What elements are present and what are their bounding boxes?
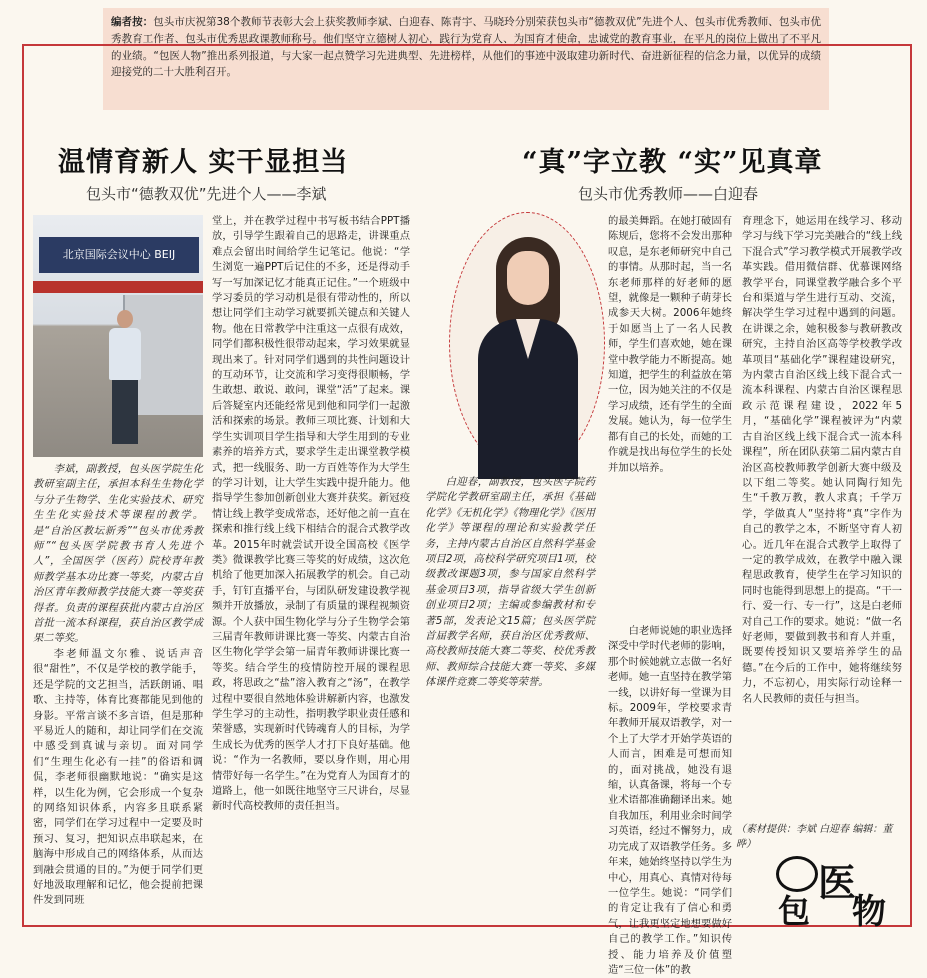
right-article-right-text: 育理念下，她运用在线学习、移动学习与线下学习完美融合的“线上线下混合式”学习教学模式开展教学改革实践。借用微信群、优慕课网络教学平台，同课堂教学融合多个平台和渠道与学生进行互动、交流，解决学生学习过程中遇到的问题。在讲课之余，她积极参与教研教改研究，主持自治区高等学校教学改革项目“基础化学”课程建设研究，为内蒙古自治区线上线下混合式一流本科课程、内蒙古自治区课程思政示范课程建设，2022年5月，“基础化学”课程被评为“内蒙古自治区线上线下混合式一流本科课程”，所在团队获第二届内蒙古自治区高校教师教学创新大赛中级及以下组二等奖。她认同陶行知先生“千教万教，教人求真；千学万学，学做真人”坚持将“真”字作为自己的教学之本，不断坚守育人初心。近几年在混合式教学上取得了一定的教学成效，在教学中融入课程思政教育，使学生在学习知识的同时也能得到思想上的提高。“干一行、爱一行、专一行”，这是白老师对自己工作的要求。她说：“做一名好老师，要做到教书和育人并重，既要传授知识又要培养学生的品德。”在今后的工作中，她将继续努力，不忘初心，用实际行动诠释一名人民教师的责任与担当。 bbox=[742, 215, 902, 705]
right-article-column-right bbox=[742, 214, 902, 818]
left-article-column-1-text: 李老师温文尔雅、说话声音很“甜性”，不仅是学校的教学能手，还是学院的文艺担当，活跃朗诵、唱歌、主持等，体育比赛都能见到他的身影。平常言谈不多言语，但是那种平易近人的随和，却让同学们在交流中感受到真诚与亲切。面对同学们“生理生化必有一挂”的俗语和调侃，李老师很幽默地说：“确实是这样，以生化为例，它会形成一个复杂的网络知识体系，内容多且联系紧密，同学们在学习过程中一定要及时预习、复习，把知识点串联起来，在脑海中形成自己的网络体系，从而达到融会贯通的目的。”为便于同学们更好地汲取理解和记忆，他会提前把课件发到同班 bbox=[33, 647, 203, 907]
seal-char-3: 物 bbox=[852, 892, 886, 932]
right-article-title: “真”字立教 “实”见真章 bbox=[522, 147, 823, 178]
left-article-column-2 bbox=[212, 214, 410, 920]
editor-note-text: 包头市庆祝第38个教师节表彰大会上获奖教师李斌、白迎春、陈青宇、马晓玲分别荣获包头市“德教双优”先进个人、包头市优秀教师、包头市优秀教育工作者、包头市优秀思政课教师称号。他们坚守立德树人初心，践行为党育人、为国育才使命，忠诚党的教育事业，在平凡的岗位上做出了不平凡的业绩。“包医人物”推出系列报道，与大家一起点赞学习先进典型、先进榜样，从他们的事迹中汲取建功新时代、奋进新征程的信念力量，以优异的成绩迎接党的二十大胜利召开。 bbox=[111, 16, 821, 79]
left-article-caption: 李斌，副教授，包头医学院生化教研室副主任，承担本科生生物化学与分子生物学、生化实验技术、研究生生化实验技术等课程的教学。是“自治区教坛新秀”“包头市优秀教师”“包头医学院教书育人先进个人”，全国医学（医药）院校青年教师教学基本功比赛一等奖，内蒙古自治区青年教师教学技能大赛一等奖获得者。负责的课程获批内蒙古自治区首批一流本科课程，获自治区教学成果二等奖。 bbox=[33, 463, 203, 645]
left-article-column-1 bbox=[33, 462, 203, 920]
right-article-caption-column bbox=[425, 475, 595, 920]
photo-sign: 北京国际会议中心 BEIJ bbox=[39, 237, 199, 273]
right-article-subtitle: 包头市优秀教师——白迎春 bbox=[578, 185, 759, 203]
seal-char-1: 医 bbox=[818, 860, 857, 905]
column-seal-logo bbox=[776, 856, 900, 932]
left-article-subtitle: 包头市“德教双优”先进个人——李斌 bbox=[86, 185, 327, 203]
left-article-column-2-text: 堂上，并在教学过程中书写板书结合PPT播放，引导学生跟着自己的思路走，讲课重点难点会留出时间给学生记笔记。他说：“学生浏览一遍PPT后记住的不多，还是得动手写一写加深记忆才能真正记住。”一个班级中学习委员的学习动机是很有带动性的，所以想让同学们主动学习就要抓关键点和关键人物。他在日常教学中注重这一点很有成效，同学们都积极性很带动起来，学习效果就显现出来了。针对同学们遇到的共性问题设计的互动环节，让交流和学习变得很顺畅，学生敢想、敢说、敢问，课堂“活”了起来。课后答疑室内还能经常见到他和同学们一起激活和探索的场景。教师三项比赛、计划和大学生实训项目学生指导和大学生用到的专业素养的培养方式，要求学生走出课堂教学模式，把一线服务、助一方百姓等作为大学生的学习计划，让大学生实践中提升能力。他指导学生参加创新创业大赛并获奖。新冠疫情让线上教学变成常态，还好他之前一直在探索和推行线上线下相结合的混合式教学改革。2015年时就尝试开设全国高校《医学类》微课教学比赛三等奖的好成绩，这次危机给了他更加深入拓展教学的机会。自己动手，钉钉直播平台，与团队研发建设教学视频并开放播放，录制了有质量的课程视频资源。个人获中国生物化学与分子生物学会第三届青年教师讲课比赛一等奖、内蒙古自治区生物化学学会第一届青年教师讲课比赛一等奖。结合学生的疫情防控开展的课程思政，将思政之“盐”溶入教育之“汤”，在教学过程中要很自然地体验讲解新内容，也激发学生学习的主动性，指明教学职业责任感和荣誉感，实现新时代铸魂育人的目标，为学生成长为优秀的医学人才打下良好基础。他说：“作为一名教师，要以身作则，用心用情带好每一名学生。”在为党育人为国育才的道路上，他一如既往地坚守三尺讲台，尽显新时代高校教师的责任担当。 bbox=[212, 215, 410, 813]
right-article-column-mid-bottom bbox=[608, 624, 732, 976]
seal-char-2: 包 bbox=[778, 892, 811, 930]
photo-bai-yingchun bbox=[449, 212, 605, 474]
left-article-title: 温情育新人 实干显担当 bbox=[58, 147, 349, 178]
right-article-mid-top-text: 的最美舞蹈。在她打破固有陈规后，您将不会发出那种叹息，是东老师研究中自己的事情。从那时起，当一名东老师那样的好老师的愿望，就像是一颗种子萌芽长成参天大树。2006年她终于如愿当上了一名人民教师，学生们喜欢她，她在课堂中教学能力不断提高。她知道，把学生的利益放在第一位，因为她关注的不仅是学习成绩，还有学生的全面发展。她认为，每一位学生都有自己的长处，而她的工作就是找出每位学生的长处并加以培养。 bbox=[608, 215, 732, 474]
photo-li-bin bbox=[33, 215, 203, 457]
right-article-mid-bottom-text: 白老师说她的职业选择深受中学时代老师的影响，那个时候她就立志做一名好老师。她一直坚持在教学第一线，以讲好每一堂课为目标。2009年，学校要求青年教师开展双语教学，对一个上了大学才开始学英语的人而言，困难是可想而知的，面对挑战，她没有退缩，认真备课，将每一个专业术语都准确翻译出来。她自我加压，利用业余时间学习英语，经过不懈努力，成功完成了双语教学任务。多年来，她始终坚持以学生为中心，用真心、真情对待每一位学生。她说：“同学们的肯定让我有了信心和勇气，让我更坚定地想要做好自己的教学工作。”知识传授、能力培养及价值塑造“三位一体”的教 bbox=[608, 625, 732, 976]
right-article-column-mid-top bbox=[608, 214, 732, 624]
editor-note-tag: 编者按： bbox=[111, 16, 154, 28]
credit-line: （素材提供：李斌 白迎春 编辑：董晔） bbox=[736, 824, 893, 850]
right-article-caption: 白迎春，副教授，包头医学院药学院化学教研室副主任，承担《基础化学》《无机化学》《物理化学》《医用化学》等课程的理论和实验教学任务，主持内蒙古自治区自然科学基金项目2项，高校科学研究项目1项，校级教改课题3项，参与国家自然科学基金项目3项，指导省级大学生创新创业项目2项；主编或参编教材和专著5部，发表论文15篇；包头医学院首届教学名师，获自治区优秀教师、高校教师技能大赛二等奖、校优秀教师、教师综合技能大赛一等奖、多媒体课件竞赛二等奖等荣誉。 bbox=[425, 476, 595, 689]
photo-banner bbox=[33, 281, 203, 293]
photo-person bbox=[105, 310, 145, 450]
